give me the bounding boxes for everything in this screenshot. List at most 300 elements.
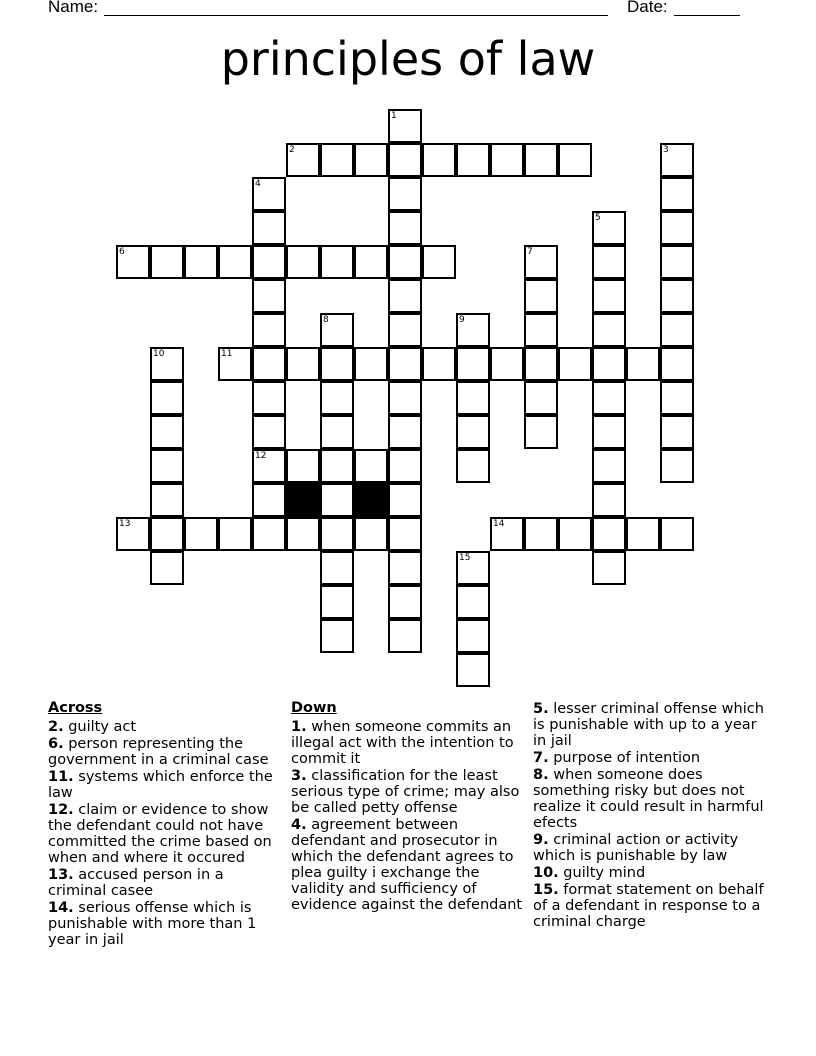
grid-cell[interactable] [320,313,354,347]
cell-letter-input[interactable] [390,111,420,141]
grid-cell[interactable] [558,347,592,381]
clue-item [48,867,283,899]
cell-letter-input[interactable] [424,145,454,175]
grid-cell[interactable] [252,177,286,211]
cell-letter-input[interactable] [458,315,488,345]
cell-letter-input[interactable] [662,519,692,549]
cell-letter-input[interactable] [492,349,522,379]
grid-cell[interactable] [184,245,218,279]
black-cell [286,483,320,517]
grid-cell[interactable] [150,245,184,279]
clue-item-text: guilty mind [563,865,646,881]
clue-number: 13 [119,519,131,529]
cell-letter-input[interactable] [458,655,488,685]
grid-cell[interactable] [218,517,252,551]
grid-cell[interactable] [286,449,320,483]
grid-cell[interactable] [660,381,694,415]
grid-cell[interactable] [150,517,184,551]
clue-item-number: 8. [533,767,549,783]
grid-cell[interactable] [116,517,150,551]
cell-letter-input[interactable] [560,349,590,379]
cell-letter-input[interactable] [458,553,488,583]
clue-number: 8 [323,315,329,325]
grid-cell[interactable] [252,245,286,279]
grid-cell[interactable] [286,347,320,381]
clue-item [291,719,531,767]
clue-number: 12 [255,451,267,461]
grid-cell[interactable] [354,143,388,177]
clue-item-number: 11. [48,769,74,785]
clue-item-number: 4. [291,817,307,833]
cell-letter-input[interactable] [662,349,692,379]
grid-cell[interactable] [660,415,694,449]
grid-cell[interactable] [320,619,354,653]
grid-cell[interactable] [150,381,184,415]
cell-letter-input[interactable] [220,247,250,277]
clue-item-number: 9. [533,832,549,848]
grid-cell[interactable] [456,585,490,619]
cell-letter-input[interactable] [322,553,352,583]
grid-cell[interactable] [490,143,524,177]
grid-cell[interactable] [286,245,320,279]
clue-item-number: 14. [48,900,74,916]
clue-number: 6 [119,247,125,257]
grid-cell[interactable] [660,313,694,347]
grid-cell[interactable] [592,415,626,449]
grid-cell[interactable] [660,449,694,483]
cell-letter-input[interactable] [152,247,182,277]
grid-cell[interactable] [252,483,286,517]
clue-item-text: serious offense which is punishable with more than 1 year in jail [48,900,257,948]
grid-cell[interactable] [252,517,286,551]
cell-letter-input[interactable] [322,451,352,481]
grid-cell[interactable] [252,279,286,313]
clue-item-number: 1. [291,719,307,735]
cell-letter-input[interactable] [288,145,318,175]
clue-item-number: 3. [291,768,307,784]
cell-letter-input[interactable] [662,213,692,243]
grid-cell[interactable] [388,517,422,551]
grid-cell[interactable] [388,279,422,313]
clue-item-text: lesser criminal offense which is punishable with up to a year in jail [533,701,764,749]
grid-cell[interactable] [524,279,558,313]
cell-letter-input[interactable] [662,417,692,447]
cell-letter-input[interactable] [322,349,352,379]
cell-letter-input[interactable] [322,383,352,413]
grid-cell[interactable] [660,211,694,245]
grid-cell[interactable] [524,143,558,177]
clue-item-text: guilty act [68,719,137,735]
cell-letter-input[interactable] [254,213,284,243]
cell-letter-input[interactable] [458,145,488,175]
cell-letter-input[interactable] [526,281,556,311]
clue-item [533,701,773,749]
cell-letter-input[interactable] [628,349,658,379]
cell-letter-input[interactable] [186,519,216,549]
grid-cell[interactable] [592,483,626,517]
clue-item [48,900,283,948]
cell-letter-input[interactable] [526,417,556,447]
grid-cell[interactable] [592,245,626,279]
grid-cell[interactable] [388,245,422,279]
cell-letter-input[interactable] [390,213,420,243]
grid-cell[interactable] [592,313,626,347]
grid-cell[interactable] [388,585,422,619]
grid-cell[interactable] [252,347,286,381]
grid-cell[interactable] [422,347,456,381]
cell-letter-input[interactable] [390,587,420,617]
cell-letter-input[interactable] [322,587,352,617]
across-clues [48,700,283,949]
cell-letter-input[interactable] [390,553,420,583]
grid-cell[interactable] [320,245,354,279]
cell-letter-input[interactable] [254,417,284,447]
cell-letter-input[interactable] [254,349,284,379]
grid-cell[interactable] [524,517,558,551]
grid-cell[interactable] [252,211,286,245]
cell-letter-input[interactable] [594,417,624,447]
clue-item-text: criminal action or activity which is punishable by law [533,832,739,864]
grid-cell[interactable] [150,449,184,483]
clue-item [533,767,773,831]
clue-item [48,802,283,866]
cell-letter-input[interactable] [594,247,624,277]
cell-letter-input[interactable] [254,451,284,481]
cell-letter-input[interactable] [254,383,284,413]
clue-item-number: 6. [48,736,64,752]
cell-letter-input[interactable] [662,281,692,311]
cell-letter-input[interactable] [526,145,556,175]
clue-item-number: 12. [48,802,74,818]
grid-cell[interactable] [558,143,592,177]
grid-cell[interactable] [218,347,252,381]
grid-cell[interactable] [592,211,626,245]
puzzle-title: principles of law [220,32,596,86]
grid-cell[interactable] [592,279,626,313]
clue-item [48,719,283,735]
cell-letter-input[interactable] [560,519,590,549]
grid-cell[interactable] [354,449,388,483]
cell-letter-input[interactable] [390,247,420,277]
clue-number: 2 [289,145,295,155]
grid-cell[interactable] [456,653,490,687]
cell-letter-input[interactable] [526,315,556,345]
grid-cell[interactable] [592,449,626,483]
grid-cell[interactable] [660,279,694,313]
grid-cell[interactable] [252,415,286,449]
clue-item [291,817,531,913]
cell-letter-input[interactable] [492,519,522,549]
cell-letter-input[interactable] [254,485,284,515]
cell-letter-input[interactable] [662,315,692,345]
grid-cell[interactable] [422,143,456,177]
grid-cell[interactable] [660,517,694,551]
grid-cell[interactable] [660,245,694,279]
cell-letter-input[interactable] [662,179,692,209]
cell-letter-input[interactable] [594,519,624,549]
grid-cell[interactable] [388,211,422,245]
cell-letter-input[interactable] [356,145,386,175]
grid-cell[interactable] [592,517,626,551]
cell-letter-input[interactable] [458,587,488,617]
grid-cell[interactable] [184,517,218,551]
grid-cell[interactable] [592,347,626,381]
clue-item-text: purpose of intention [553,750,701,766]
grid-cell[interactable] [150,551,184,585]
cell-letter-input[interactable] [526,349,556,379]
clue-item [533,750,773,766]
cell-letter-input[interactable] [390,281,420,311]
clue-number: 3 [663,145,669,155]
grid-cell[interactable] [320,517,354,551]
cell-letter-input[interactable] [322,247,352,277]
clue-number: 10 [153,349,165,359]
clue-item-text: accused person in a criminal casee [48,867,224,899]
cell-letter-input[interactable] [458,417,488,447]
cell-letter-input[interactable] [356,451,386,481]
cell-letter-input[interactable] [390,485,420,515]
cell-letter-input[interactable] [594,349,624,379]
grid-cell[interactable] [320,381,354,415]
cell-letter-input[interactable] [594,451,624,481]
clue-item-number: 7. [533,750,549,766]
cell-letter-input[interactable] [526,519,556,549]
cell-letter-input[interactable] [560,145,590,175]
clue-item-text: when someone does something risky but does not realize it could result in harmful efects [533,767,764,831]
grid-cell[interactable] [388,313,422,347]
cell-letter-input[interactable] [356,349,386,379]
cell-letter-input[interactable] [254,281,284,311]
grid-cell[interactable] [388,449,422,483]
cell-letter-input[interactable] [526,383,556,413]
down-heading: Down [291,700,337,716]
clue-item [48,769,283,801]
down-clues-continued [533,701,773,931]
date-label: Date: [627,0,668,16]
clue-item [533,865,773,881]
cell-letter-input[interactable] [390,179,420,209]
grid-cell[interactable] [354,347,388,381]
grid-cell[interactable] [388,177,422,211]
grid-cell[interactable] [116,245,150,279]
down-clues [291,700,531,914]
grid-cell[interactable] [456,619,490,653]
cell-letter-input[interactable] [424,247,454,277]
cell-letter-input[interactable] [254,179,284,209]
cell-letter-input[interactable] [288,451,318,481]
cell-letter-input[interactable] [152,451,182,481]
grid-cell[interactable] [456,449,490,483]
cell-letter-input[interactable] [254,315,284,345]
cell-letter-input[interactable] [458,621,488,651]
cell-letter-input[interactable] [322,485,352,515]
grid-cell[interactable] [320,415,354,449]
grid-cell[interactable] [456,551,490,585]
grid-cell[interactable] [388,143,422,177]
clue-item [291,768,531,816]
cell-letter-input[interactable] [152,349,182,379]
cell-letter-input[interactable] [322,621,352,651]
cell-letter-input[interactable] [254,519,284,549]
cell-letter-input[interactable] [390,145,420,175]
clue-item [48,736,283,768]
clue-number: 14 [493,519,505,529]
grid-cell[interactable] [320,449,354,483]
grid-cell[interactable] [422,245,456,279]
black-cell [354,483,388,517]
grid-cell[interactable] [388,347,422,381]
cell-letter-input[interactable] [356,247,386,277]
grid-cell[interactable] [524,415,558,449]
grid-cell[interactable] [660,347,694,381]
grid-cell[interactable] [592,381,626,415]
grid-cell[interactable] [524,313,558,347]
grid-cell[interactable] [592,551,626,585]
cell-letter-input[interactable] [322,417,352,447]
cell-letter-input[interactable] [390,519,420,549]
clue-item [533,832,773,864]
grid-cell[interactable] [150,347,184,381]
clue-number: 5 [595,213,601,223]
grid-cell[interactable] [456,381,490,415]
clue-number: 4 [255,179,261,189]
cell-letter-input[interactable] [152,417,182,447]
grid-cell[interactable] [456,313,490,347]
clue-number: 15 [459,553,471,563]
grid-cell[interactable] [388,619,422,653]
cell-letter-input[interactable] [254,247,284,277]
clue-number: 11 [221,349,233,359]
grid-cell[interactable] [218,245,252,279]
cell-letter-input[interactable] [458,451,488,481]
grid-cell[interactable] [456,347,490,381]
cell-letter-input[interactable] [424,349,454,379]
cell-letter-input[interactable] [390,315,420,345]
clue-item-text: systems which enforce the law [48,769,273,801]
grid-cell[interactable] [456,143,490,177]
grid-cell[interactable] [524,347,558,381]
cell-letter-input[interactable] [594,485,624,515]
clue-item-number: 5. [533,701,549,717]
clue-item-number: 13. [48,867,74,883]
grid-cell[interactable] [524,381,558,415]
cell-letter-input[interactable] [390,383,420,413]
across-heading: Across [48,700,103,716]
cell-letter-input[interactable] [152,485,182,515]
grid-cell[interactable] [626,347,660,381]
clue-item-number: 10. [533,865,559,881]
grid-cell[interactable] [354,517,388,551]
cell-letter-input[interactable] [594,315,624,345]
grid-cell[interactable] [320,347,354,381]
cell-letter-input[interactable] [458,349,488,379]
cell-letter-input[interactable] [662,383,692,413]
cell-letter-input[interactable] [152,519,182,549]
cell-letter-input[interactable] [356,519,386,549]
cell-letter-input[interactable] [662,451,692,481]
cell-letter-input[interactable] [628,519,658,549]
cell-letter-input[interactable] [594,281,624,311]
clue-number: 7 [527,247,533,257]
cell-letter-input[interactable] [220,519,250,549]
grid-cell[interactable] [320,585,354,619]
grid-cell[interactable] [320,143,354,177]
cell-letter-input[interactable] [492,145,522,175]
cell-letter-input[interactable] [118,247,148,277]
clue-item-text: person representing the government in a criminal case [48,736,269,768]
grid-cell[interactable] [626,517,660,551]
clue-item [533,882,773,930]
cell-letter-input[interactable] [152,553,182,583]
cell-letter-input[interactable] [390,349,420,379]
grid-cell[interactable] [252,449,286,483]
cell-letter-input[interactable] [390,417,420,447]
grid-cell[interactable] [558,517,592,551]
clue-item-text: claim or evidence to show the defendant could not have committed the crime based on when and where it occured [48,802,272,866]
cell-letter-input[interactable] [458,383,488,413]
cell-letter-input[interactable] [662,247,692,277]
cell-letter-input[interactable] [390,451,420,481]
cell-letter-input[interactable] [288,349,318,379]
cell-letter-input[interactable] [152,383,182,413]
clue-item-text: format statement on behalf of a defendant in response to a criminal charge [533,882,764,930]
cell-letter-input[interactable] [526,247,556,277]
grid-cell[interactable] [660,143,694,177]
clue-number: 1 [391,111,397,121]
cell-letter-input[interactable] [220,349,250,379]
grid-cell[interactable] [490,347,524,381]
grid-cell[interactable] [286,143,320,177]
cell-letter-input[interactable] [390,621,420,651]
cell-letter-input[interactable] [594,213,624,243]
grid-cell[interactable] [388,381,422,415]
grid-cell[interactable] [456,415,490,449]
cell-letter-input[interactable] [118,519,148,549]
grid-cell[interactable] [320,483,354,517]
grid-cell[interactable] [388,551,422,585]
cell-letter-input[interactable] [322,145,352,175]
grid-cell[interactable] [524,245,558,279]
grid-cell[interactable] [252,381,286,415]
cell-letter-input[interactable] [288,519,318,549]
grid-cell[interactable] [150,415,184,449]
clue-number: 9 [459,315,465,325]
grid-cell[interactable] [388,483,422,517]
name-label: Name: [48,0,99,16]
clue-item-text: when someone commits an illegal act with the intention to commit it [291,719,514,767]
grid-cell[interactable] [354,245,388,279]
grid-cell[interactable] [660,177,694,211]
grid-cell[interactable] [150,483,184,517]
grid-cell[interactable] [320,551,354,585]
grid-cell[interactable] [252,313,286,347]
cell-letter-input[interactable] [322,315,352,345]
cell-letter-input[interactable] [288,247,318,277]
cell-letter-input[interactable] [662,145,692,175]
cell-letter-input[interactable] [186,247,216,277]
grid-cell[interactable] [388,415,422,449]
grid-cell[interactable] [388,109,422,143]
cell-letter-input[interactable] [594,553,624,583]
clue-item-text: classification for the least serious type of crime; may also be called petty offense [291,768,520,816]
grid-cell[interactable] [286,517,320,551]
cell-letter-input[interactable] [322,519,352,549]
clue-item-number: 15. [533,882,559,898]
cell-letter-input[interactable] [594,383,624,413]
grid-cell[interactable] [490,517,524,551]
clue-item-text: agreement between defendant and prosecutor in which the defendant agrees to plea guilty i exchange the validity and sufficiency of evidence against the defendant [291,817,523,913]
clue-item-number: 2. [48,719,64,735]
